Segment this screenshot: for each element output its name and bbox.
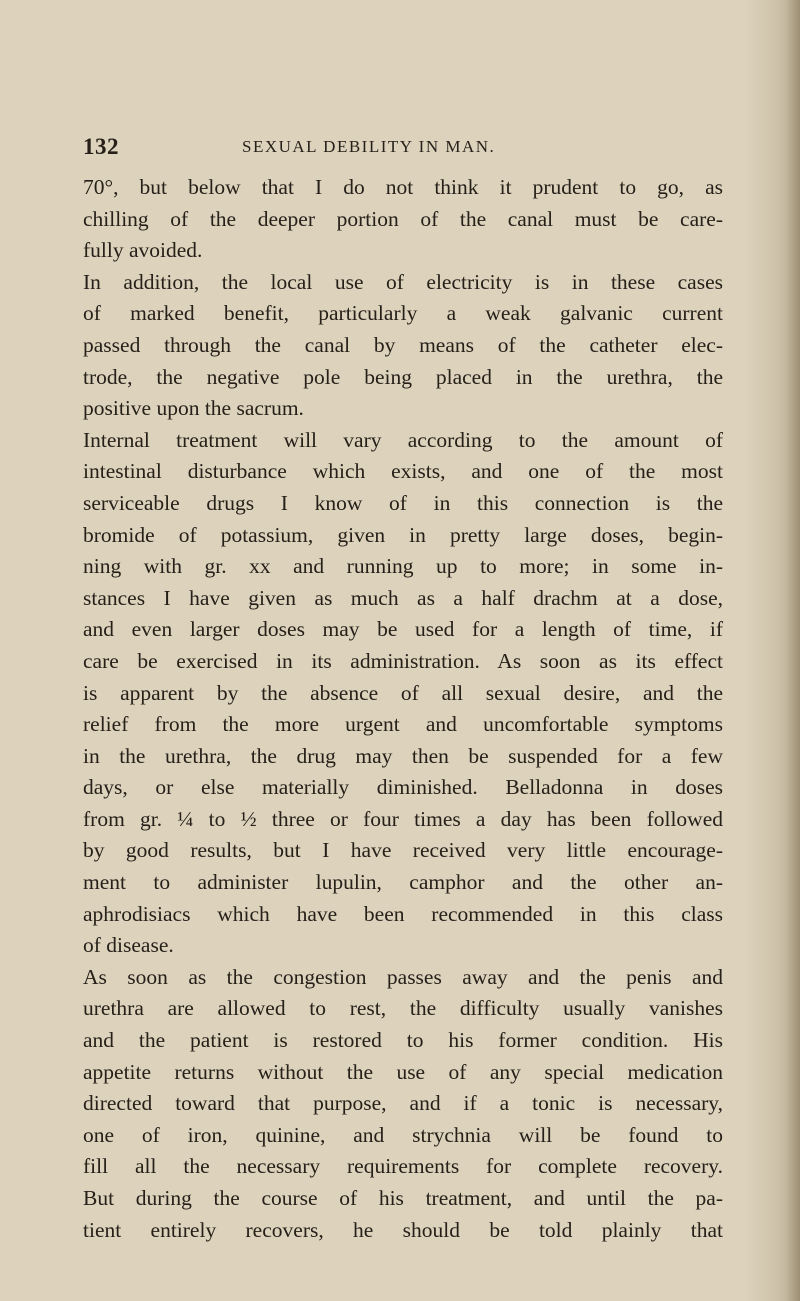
text-line: is apparent by the absence of all sexual desire, and the [83, 680, 723, 705]
running-title: SEXUAL DEBILITY IN MAN. [242, 137, 496, 156]
text-line: and the patient is restored to his former condition. His [83, 1028, 723, 1053]
text-line: But during the course of his treatment, and until the pa- [83, 1186, 723, 1210]
text-line: As soon as the congestion passes away and the penis and [83, 964, 723, 989]
text-line: tient entirely recovers, he should be told plainly that [83, 1217, 723, 1242]
text-line: one of iron, quinine, and strychnia will be found to [83, 1122, 723, 1147]
text-line: ment to administer lupulin, camphor and the other an- [83, 870, 723, 895]
text-line: relief from the more urgent and uncomfortable symptoms [83, 712, 723, 737]
text-line: intestinal disturbance which exists, and one of the most [83, 459, 723, 484]
text-line: by good results, but I have received very little encourage- [83, 838, 723, 863]
text-line: in the urethra, the drug may then be suspended for a few [83, 743, 723, 768]
text-line: and even larger doses may be used for a length of time, if [83, 617, 723, 642]
text-line: appetite returns without the use of any special medication [83, 1059, 723, 1084]
text-line: trode, the negative pole being placed in the urethra, the [83, 364, 723, 389]
text-line: fill all the necessary requirements for complete recovery. [83, 1154, 723, 1179]
running-head [83, 134, 553, 164]
text-line: bromide of potassium, given in pretty large doses, begin- [83, 522, 723, 547]
text-line: ning with gr. xx and running up to more; in some in- [83, 554, 723, 579]
text-line: days, or else materially diminished. Belladonna in doses [83, 775, 723, 800]
page-number: 132 [83, 134, 119, 159]
text-line: from gr. ¼ to ½ three or four times a day has been followed [83, 806, 723, 831]
text-line: aphrodisiacs which have been recommended in this class [83, 901, 723, 926]
text-line: Internal treatment will vary according to the amount of [83, 427, 723, 452]
text-line: of marked benefit, particularly a weak galvanic current [83, 301, 723, 326]
body-text [83, 172, 723, 1246]
text-line: 70°, but below that I do not think it prudent to go, as [83, 175, 723, 199]
text-line: of disease. [83, 933, 174, 958]
text-line: serviceable drugs I know of in this connection is the [83, 490, 723, 515]
text-line: care be exercised in its administration. As soon as its effect [83, 648, 723, 673]
text-line: In addition, the local use of electricity is in these cases [83, 269, 723, 294]
text-line: passed through the canal by means of the catheter elec- [83, 332, 723, 357]
text-line: stances I have given as much as a half drachm at a dose, [83, 585, 723, 610]
text-line: directed toward that purpose, and if a tonic is necessary, [83, 1091, 723, 1116]
text-line: fully avoided. [83, 238, 203, 263]
text-line: positive upon the sacrum. [83, 396, 304, 421]
text-line: urethra are allowed to rest, the difficulty usually vanishes [83, 996, 723, 1021]
page-edge-shadow [786, 0, 800, 1301]
text-line: chilling of the deeper portion of the canal must be care- [83, 206, 723, 231]
